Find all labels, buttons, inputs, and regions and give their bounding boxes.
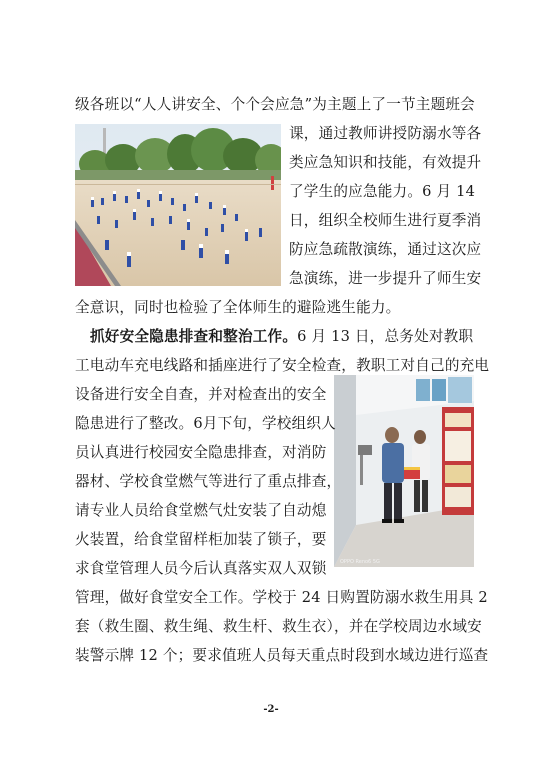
text-line: 设备进行安全自查，并对检查出的安全 [75,386,327,403]
photo-safety-inspection [334,375,474,567]
section-heading: 抓好安全隐患排查和整治工作。 [90,328,298,345]
text-line: 火装置，给食堂留样柜加装了锁子，要 [75,531,327,548]
text-line: 了学生的应急能力。6 月 14 [289,183,476,200]
text-line: 装警示牌 12 个；要求值班人员每天重点时段到水域边进行巡查 [75,647,489,664]
photo-evacuation-drill [75,124,281,286]
text-line: 套（救生圈、救生绳、救生杆、救生衣），并在学校周边水域安 [75,618,482,635]
text-line: 类应急知识和技能，有效提升 [289,154,482,171]
text-line: 器材、学校食堂燃气等进行了重点排查， [75,473,342,490]
text-line: 级各班以“人人讲安全、个个会应急”为主题上了一节主题班会 [75,96,475,113]
text-line: 请专业人员给食堂燃气灶安装了自动熄 [75,502,327,519]
drill-photo-image [75,124,281,286]
text-line: 防应急疏散演练，通过这次应 [289,241,482,258]
text-line: 日，组织全校师生进行夏季消 [289,212,482,229]
page-number: -2- [263,704,279,715]
section-heading-rest: 6 月 13 日，总务处对教职 [297,328,474,345]
text-line: 全意识，同时也检验了全体师生的避险逃生能力。 [75,299,401,316]
text-line: 员认真进行校园安全隐患排查，对消防 [75,444,327,461]
text-line: 求食堂管理人员今后认真落实双人双锁 [75,560,327,577]
inspection-photo-image [334,375,474,567]
text-line: 隐患进行了整改。6月下旬，学校组织人 [75,415,336,432]
text-line: 管理，做好食堂安全工作。学校于 24 日购置防溺水救生用具 2 [75,589,488,606]
text-line: 课，通过教师讲授防溺水等各 [289,125,482,142]
text-line: 工电动车充电线路和插座进行了安全检查，教职工对自己的充电 [75,357,490,374]
text-line: 急演练，进一步提升了师生安 [289,270,482,287]
photo-caption: OPPO Reno6 5G [340,559,380,565]
section-heading-line [90,327,473,347]
